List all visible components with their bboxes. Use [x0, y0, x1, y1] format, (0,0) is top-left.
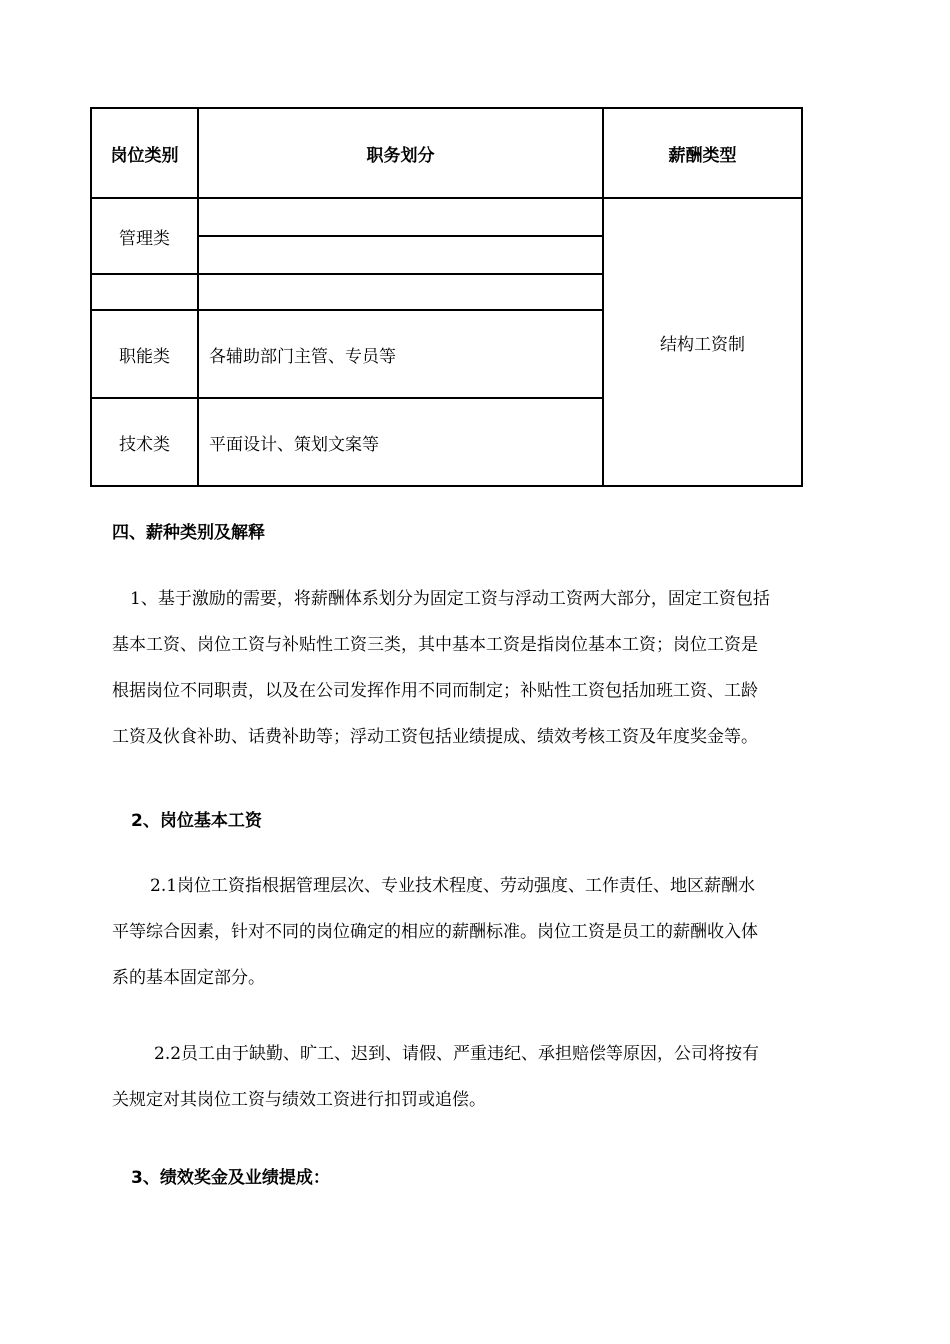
paragraph-line: 2.1岗位工资指根据管理层次、专业技术程度、劳动强度、工作责任、地区薪酬水 [150, 876, 756, 896]
paragraph-line: 关规定对其岗位工资与绩效工资进行扣罚或追偿。 [112, 1090, 486, 1110]
header-duties: 职务划分 [198, 108, 603, 198]
position-pay-table [90, 107, 803, 487]
duty-cell [198, 236, 603, 274]
category-management: 管理类 [91, 198, 198, 274]
duty-cell [198, 274, 603, 310]
paragraph-1 [112, 576, 850, 760]
category-technical: 技术类 [91, 398, 198, 486]
paragraph-2-1 [112, 863, 850, 1001]
paragraph-line: 系的基本固定部分。 [112, 968, 265, 988]
table-header-row [91, 108, 802, 198]
duty-cell [198, 198, 603, 236]
duty-cell: 各辅助部门主管、专员等 [198, 310, 603, 398]
category-functional: 职能类 [91, 310, 198, 398]
header-category: 岗位类别 [91, 108, 198, 198]
header-pay-type: 薪酬类型 [603, 108, 802, 198]
paragraph-line: 2.2员工由于缺勤、旷工、迟到、请假、严重违纪、承担赔偿等原因，公司将按有 [154, 1044, 760, 1064]
subsection-2-title: 2、岗位基本工资 [131, 811, 262, 831]
paragraph-line: 工资及伙食补助、话费补助等；浮动工资包括业绩提成、绩效考核工资及年度奖金等。 [112, 727, 758, 747]
table-row [91, 198, 802, 236]
paragraph-line: 根据岗位不同职责，以及在公司发挥作用不同而制定；补贴性工资包括加班工资、工龄 [112, 681, 758, 701]
paragraph-line: 1、基于激励的需要，将薪酬体系划分为固定工资与浮动工资两大部分，固定工资包括 [130, 589, 770, 609]
subsection-3-title: 3、绩效奖金及业绩提成： [131, 1168, 330, 1188]
paragraph-line: 平等综合因素，针对不同的岗位确定的相应的薪酬标准。岗位工资是员工的薪酬收入体 [112, 922, 758, 942]
category-empty [91, 274, 198, 310]
paragraph-2-2 [112, 1031, 850, 1123]
paragraph-line: 基本工资、岗位工资与补贴性工资三类，其中基本工资是指岗位基本工资；岗位工资是 [112, 635, 758, 655]
duty-cell: 平面设计、策划文案等 [198, 398, 603, 486]
section4-title: 四、薪种类别及解释 [112, 523, 265, 543]
pay-type-cell: 结构工资制 [603, 198, 802, 486]
